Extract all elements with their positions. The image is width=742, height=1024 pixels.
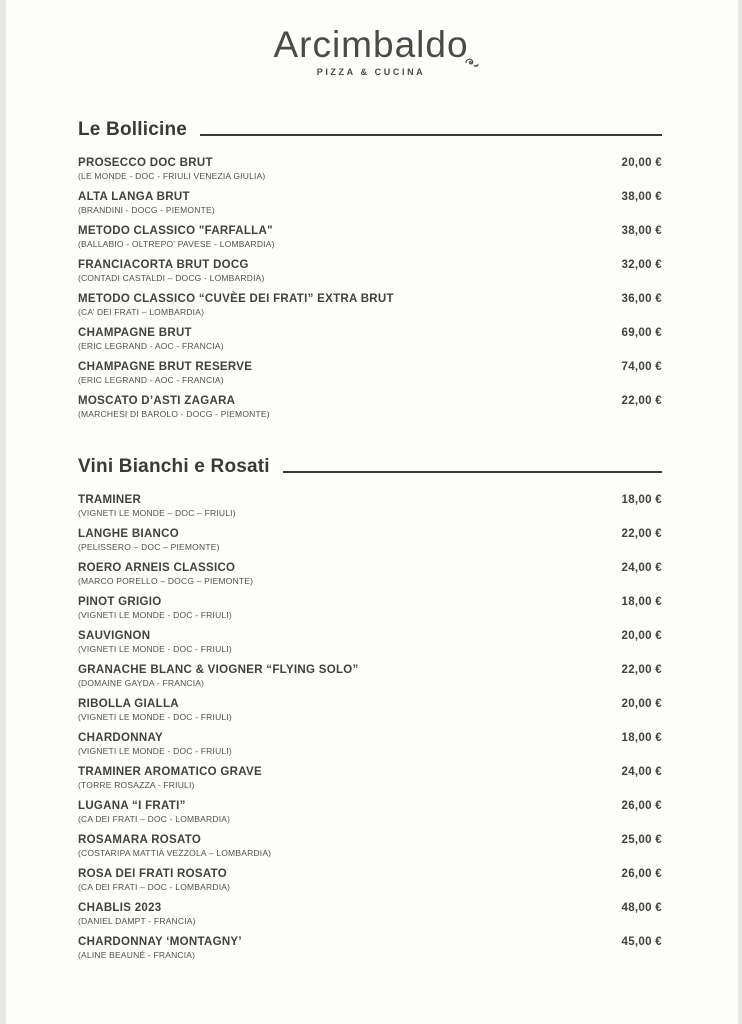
item-name: PROSECCO DOC BRUT <box>78 157 213 169</box>
item-details: (DOMAINE GAYDA - FRANCIA) <box>78 678 205 688</box>
section-header <box>78 119 662 141</box>
menu-item-row <box>78 360 662 386</box>
item-name: PINOT GRIGIO <box>78 596 162 608</box>
left-edge-strip <box>0 0 6 1024</box>
item-name: CHAMPAGNE BRUT <box>78 327 192 339</box>
item-price: 22,00 € <box>621 395 662 407</box>
snail-icon <box>463 53 481 69</box>
item-text <box>78 224 606 250</box>
item-price: 26,00 € <box>621 800 662 812</box>
item-text <box>78 595 606 621</box>
menu-item-row <box>78 561 662 587</box>
item-details: (TORRE ROSAZZA - FRIULI) <box>78 780 195 790</box>
item-name: FRANCIACORTA BRUT DOCG <box>78 259 249 271</box>
menu-item-row <box>78 190 662 216</box>
item-details: (VIGNETI LE MONDE - DOC - FRIULI) <box>78 712 232 722</box>
section-items <box>78 156 662 420</box>
item-price: 20,00 € <box>621 630 662 642</box>
item-details: (ALINE BEAUNÉ - FRANCIA) <box>78 950 196 960</box>
menu-item-row <box>78 867 662 893</box>
item-name: CHARDONNAY ‘MONTAGNY’ <box>78 936 242 948</box>
menu-item-row <box>78 731 662 757</box>
item-price: 26,00 € <box>621 868 662 880</box>
item-price: 20,00 € <box>621 698 662 710</box>
item-text <box>78 799 606 825</box>
right-edge-strip <box>738 0 742 1024</box>
item-text <box>78 493 606 519</box>
item-price: 48,00 € <box>621 902 662 914</box>
item-text <box>78 833 606 859</box>
menu-item-row <box>78 326 662 352</box>
item-text <box>78 292 606 318</box>
item-details: (VIGNETI LE MONDE - DOC - FRIULI) <box>78 746 232 756</box>
menu-item-row <box>78 156 662 182</box>
item-text <box>78 561 606 587</box>
menu-item-row <box>78 901 662 927</box>
item-details: (CA DEI FRATI – DOC - LOMBARDIA) <box>78 882 231 892</box>
item-price: 69,00 € <box>621 327 662 339</box>
menu-item-row <box>78 629 662 655</box>
item-price: 18,00 € <box>621 732 662 744</box>
item-name: TRAMINER <box>78 494 142 506</box>
item-text <box>78 731 606 757</box>
item-details: (PELISSERO – DOC – PIEMONTE) <box>78 542 220 552</box>
item-price: 18,00 € <box>621 596 662 608</box>
item-details: (VIGNETI LE MONDE - DOC - FRIULI) <box>78 610 232 620</box>
brand-tagline: PIZZA & CUCINA <box>316 67 426 77</box>
item-text <box>78 867 606 893</box>
item-price: 20,00 € <box>621 157 662 169</box>
item-details: (VIGNETI LE MONDE – DOC – FRIULI) <box>78 508 236 518</box>
item-name: METODO CLASSICO “CUVÈE DEI FRATI” EXTRA BRUT <box>78 293 394 305</box>
section-title: Vini Bianchi e Rosati <box>78 456 270 477</box>
item-details: (LE MONDE - DOC - FRIULI VENEZIA GIULIA) <box>78 171 266 181</box>
item-name: CHARDONNAY <box>78 732 163 744</box>
item-text <box>78 697 606 723</box>
section-title: Le Bollicine <box>78 119 188 140</box>
item-name: TRAMINER AROMATICO GRAVE <box>78 766 262 778</box>
item-price: 24,00 € <box>621 562 662 574</box>
section-items <box>78 493 662 961</box>
menu-item-row <box>78 527 662 553</box>
item-details: (BALLABIO - OLTREPO’ PAVESE - LOMBARDIA) <box>78 239 275 249</box>
item-price: 22,00 € <box>621 664 662 676</box>
item-details: (MARCO PORELLO – DOCG – PIEMONTE) <box>78 576 254 586</box>
item-text <box>78 258 606 284</box>
section-rule-line <box>283 471 662 473</box>
item-details: (ERIC LEGRAND - AOC - FRANCIA) <box>78 375 224 385</box>
item-details: (MARCHESI DI BAROLO - DOCG - PIEMONTE) <box>78 409 270 419</box>
menu-item-row <box>78 493 662 519</box>
section-rule-line <box>200 134 662 136</box>
item-price: 18,00 € <box>621 494 662 506</box>
item-price: 24,00 € <box>621 766 662 778</box>
item-name: LUGANA “I FRATI” <box>78 800 186 812</box>
item-details: (COSTARIPA MATTIA VEZZOLA – LOMBARDIA) <box>78 848 272 858</box>
menu-item-row <box>78 833 662 859</box>
menu-section <box>78 119 662 420</box>
brand-logo <box>0 26 742 77</box>
item-details: (CA DEI FRATI – DOC - LOMBARDIA) <box>78 814 231 824</box>
item-text <box>78 527 606 553</box>
section-header <box>78 456 662 478</box>
item-name: CHABLIS 2023 <box>78 902 162 914</box>
item-details: (BRANDINI - DOCG - PIEMONTE) <box>78 205 215 215</box>
item-text <box>78 901 606 927</box>
menu-item-row <box>78 799 662 825</box>
item-details: (CA’ DEI FRATI – LOMBARDIA) <box>78 307 205 317</box>
item-text <box>78 190 606 216</box>
menu-item-row <box>78 697 662 723</box>
menu-sections <box>0 119 742 961</box>
menu-item-row <box>78 394 662 420</box>
menu-item-row <box>78 258 662 284</box>
menu-section <box>78 456 662 961</box>
item-text <box>78 394 606 420</box>
item-name: RIBOLLA GIALLA <box>78 698 179 710</box>
item-details: (ERIC LEGRAND - AOC - FRANCIA) <box>78 341 224 351</box>
item-price: 38,00 € <box>621 191 662 203</box>
item-name: METODO CLASSICO "FARFALLA" <box>78 225 273 237</box>
item-price: 25,00 € <box>621 834 662 846</box>
menu-item-row <box>78 765 662 791</box>
item-price: 36,00 € <box>621 293 662 305</box>
item-price: 22,00 € <box>621 528 662 540</box>
item-text <box>78 663 606 689</box>
item-name: ROERO ARNEIS CLASSICO <box>78 562 236 574</box>
item-name: CHAMPAGNE BRUT RESERVE <box>78 361 253 373</box>
item-text <box>78 629 606 655</box>
item-name: SAUVIGNON <box>78 630 151 642</box>
menu-item-row <box>78 935 662 961</box>
item-name: ALTA LANGA BRUT <box>78 191 190 203</box>
item-price: 74,00 € <box>621 361 662 373</box>
menu-item-row <box>78 224 662 250</box>
item-name: GRANACHE BLANC & VIOGNER “FLYING SOLO” <box>78 664 359 676</box>
item-text <box>78 935 606 961</box>
item-text <box>78 156 606 182</box>
item-text <box>78 326 606 352</box>
item-details: (DANIEL DAMPT - FRANCIA) <box>78 916 196 926</box>
item-price: 38,00 € <box>621 225 662 237</box>
item-name: MOSCATO D’ASTI ZAGARA <box>78 395 236 407</box>
brand-name <box>273 26 468 63</box>
menu-item-row <box>78 595 662 621</box>
menu-item-row <box>78 663 662 689</box>
item-text <box>78 765 606 791</box>
item-name: ROSA DEI FRATI ROSATO <box>78 868 227 880</box>
item-details: (VIGNETI LE MONDE - DOC - FRIULI) <box>78 644 232 654</box>
item-name: LANGHE BIANCO <box>78 528 180 540</box>
item-details: (CONTADI CASTALDI – DOCG - LOMBARDIA) <box>78 273 265 283</box>
item-price: 32,00 € <box>621 259 662 271</box>
item-text <box>78 360 606 386</box>
item-name: ROSAMARA ROSATO <box>78 834 202 846</box>
menu-item-row <box>78 292 662 318</box>
item-price: 45,00 € <box>621 936 662 948</box>
brand-wordmark: Arcimbaldo <box>273 24 469 65</box>
